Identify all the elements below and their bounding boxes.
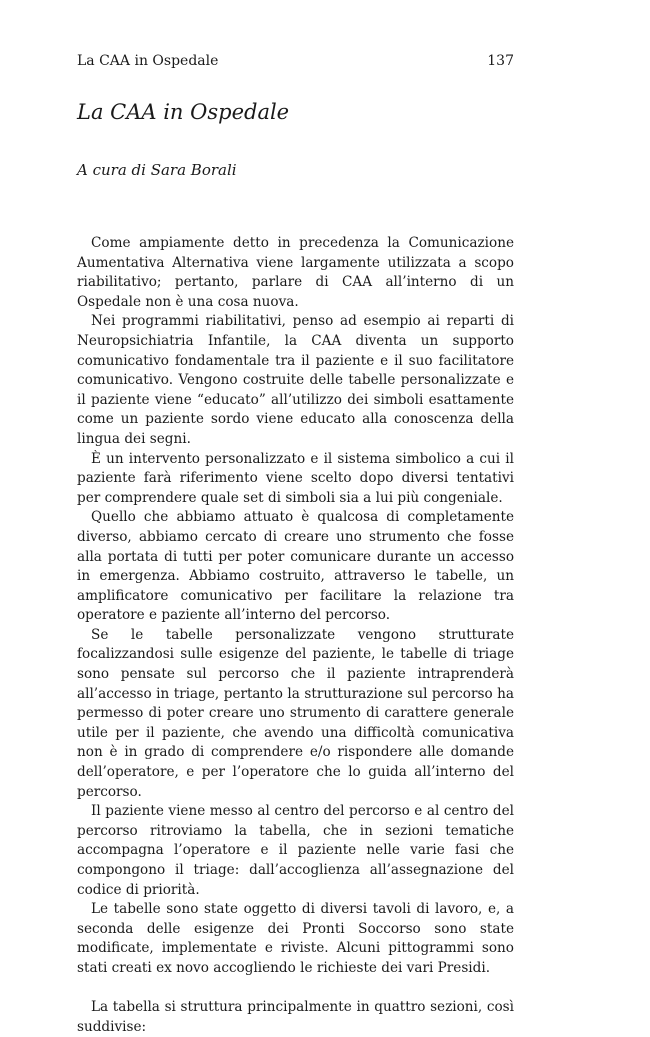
running-title: La CAA in Ospedale bbox=[77, 53, 219, 69]
paragraph: Come ampiamente detto in precedenza la Comunicazione Aumentativa Alternativa viene largamente utilizzata a scopo riabilitativo; pertanto, parlare di CAA all’interno di un Ospedale non è una cosa nuova. bbox=[77, 235, 514, 310]
page-number: 137 bbox=[487, 53, 514, 69]
chapter-author: A cura di Sara Borali bbox=[77, 161, 237, 179]
chapter-title: La CAA in Ospedale bbox=[77, 100, 290, 124]
paragraph: La tabella si struttura principalmente in quattro sezioni, così suddivise: bbox=[77, 999, 514, 1035]
running-header bbox=[77, 52, 514, 70]
paragraph: Il paziente viene messo al centro del percorso e al centro del percorso ritroviamo la tabella, che in sezioni tematiche accompagna l’operatore e il paziente nelle varie fasi che compongono il triage: dall’accoglienza all’assegnazione del codice di priorità. bbox=[77, 803, 514, 898]
paragraph: È un intervento personalizzato e il sistema simbolico a cui il paziente farà riferimento viene scelto dopo diversi tentativi per comprendere quale set di simboli sia a lui più congeniale. bbox=[77, 450, 514, 506]
paragraph: Se le tabelle personalizzate vengono strutturate focalizzandosi sulle esigenze del paziente, le tabelle di triage sono pensate sul percorso che il paziente intraprenderà all’accesso in triage, pertanto la strutturazione sul percorso ha permesso di poter creare uno strumento di carattere generale utile per il paziente, che avendo una difficoltà comunicativa non è in grado di comprendere e/o rispondere alle domande dell’operatore, e per l’operatore che lo guida all’interno del percorso. bbox=[77, 626, 514, 800]
paragraph: Nei programmi riabilitativi, penso ad esempio ai reparti di Neuropsichiatria Infantile, la CAA diventa un supporto comunicativo fondamentale tra il paziente e il suo facilitatore comunicativo. Vengono costruite delle tabelle personalizzate e il paziente viene “educato” all’utilizzo dei simboli esattamente come un paziente sordo viene educato alla conoscenza della lingua dei segni. bbox=[77, 313, 514, 447]
paragraph: Le tabelle sono state oggetto di diversi tavoli di lavoro, e, a seconda delle esigenze dei Pronti Soccorso sono state modificate, implementate e riviste. Alcuni pittogrammi sono stati creati ex novo accogliendo le richieste dei vari Presidi. bbox=[77, 901, 514, 976]
paragraph: Quello che abbiamo attuato è qualcosa di completamente diverso, abbiamo cercato di creare uno strumento che fosse alla portata di tutti per poter comunicare durante un accesso in emergenza. Abbiamo costruito, attraverso le tabelle, un amplificatore comunicativo per facilitare la relazione tra operatore e paziente all’interno del percorso. bbox=[77, 509, 514, 624]
